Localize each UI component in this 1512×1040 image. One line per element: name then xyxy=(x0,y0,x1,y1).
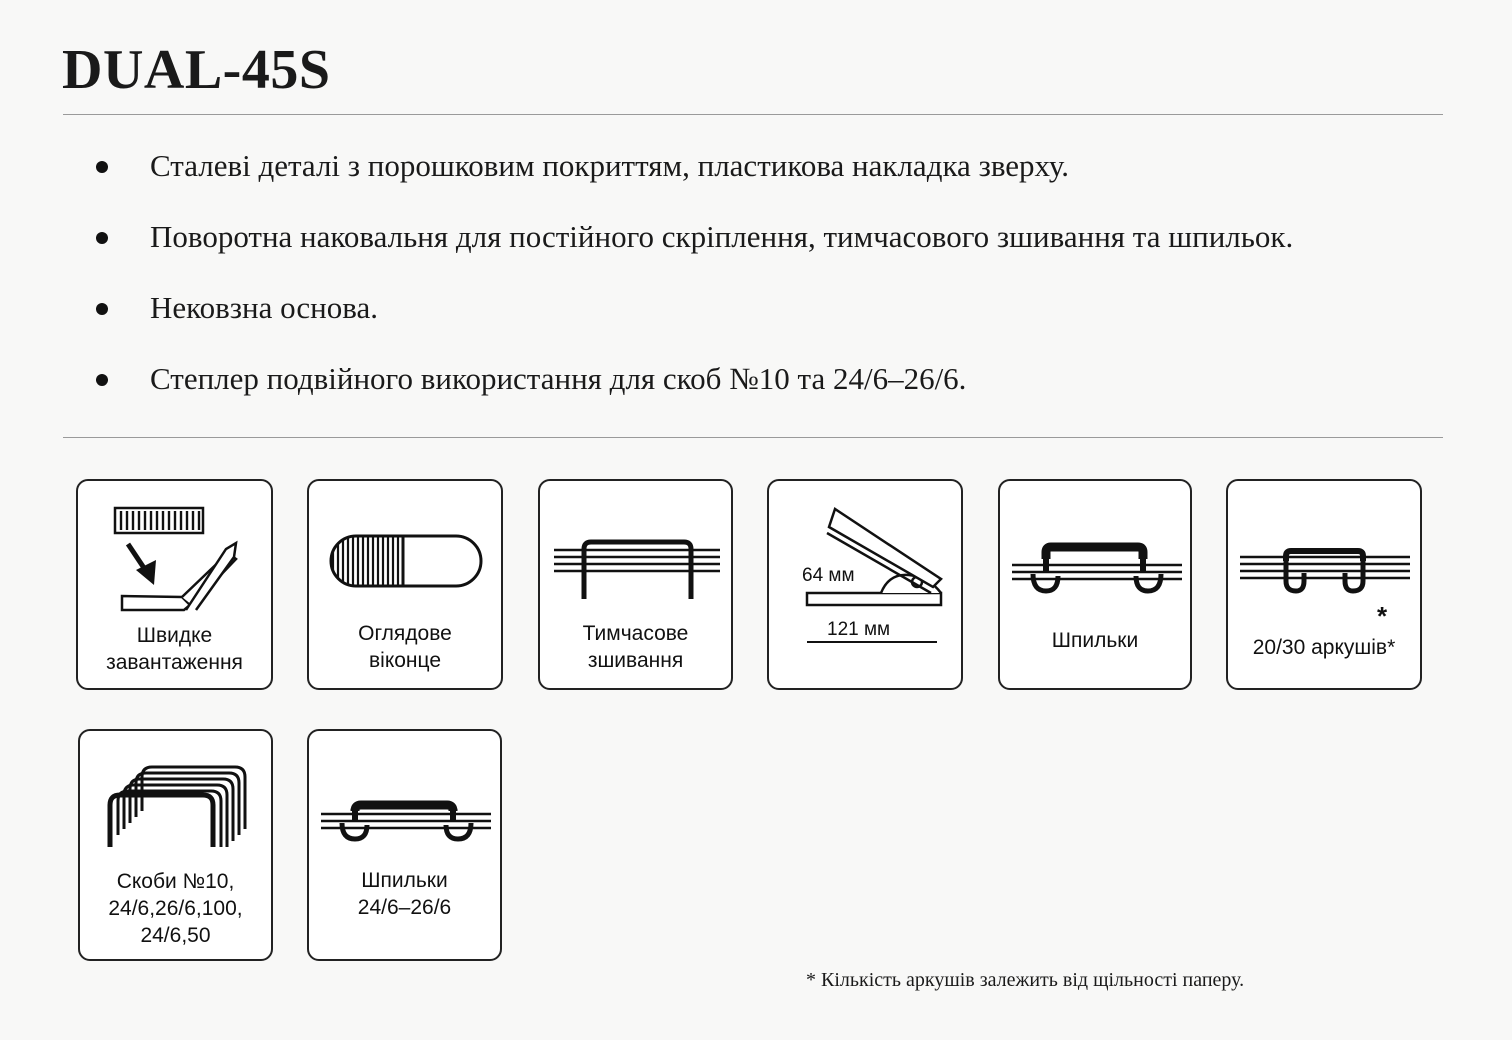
staples-icon xyxy=(80,731,275,866)
icon-label: Тимчасове зшивання xyxy=(582,622,689,672)
temporary-staple-icon xyxy=(540,481,735,621)
icon-label: Швидке завантаження xyxy=(106,624,243,674)
footnote: * Кількість аркушів залежить від щільності паперу. xyxy=(806,969,1245,991)
dimension-length: 121 мм xyxy=(827,619,891,640)
icon-card-temporary-stitching xyxy=(538,479,733,690)
feature-item: Нековзна основа. xyxy=(150,288,378,328)
feature-item: Сталеві деталі з порошковим покриттям, пластикова накладка зверху. xyxy=(150,146,1069,186)
feature-item: Степлер подвійного використання для скоб №10 та 24/6–26/6. xyxy=(150,359,966,399)
icon-card-view-window xyxy=(307,479,503,690)
icon-label: Шпильки 24/6–26/6 xyxy=(357,869,452,919)
icon-card-dimensions xyxy=(767,479,963,690)
icon-card-capacity xyxy=(1226,479,1422,690)
divider-top xyxy=(63,114,1443,115)
pin-staple-icon xyxy=(309,731,504,871)
asterisk-mark: * xyxy=(1377,601,1388,631)
icon-label: Шпильки xyxy=(1051,629,1139,652)
icon-card-pins-sizes xyxy=(307,729,502,961)
sheet-capacity-icon xyxy=(1228,481,1424,621)
divider-middle xyxy=(63,437,1443,438)
pin-staple-icon xyxy=(1000,481,1194,621)
feature-item: Поворотна наковальня для постійного скріплення, тимчасового зшивання та шпильок. xyxy=(150,217,1293,257)
icon-label: Оглядове віконце xyxy=(358,622,452,672)
icon-card-quick-load xyxy=(76,479,273,690)
icon-label: Скоби №10, 24/6,26/6,100, 24/6,50 xyxy=(108,870,243,947)
stapler-loading-icon xyxy=(78,481,275,621)
page-title: DUAL-45S xyxy=(62,39,331,101)
icon-label: 20/30 аркушів* xyxy=(1252,636,1396,659)
icon-card-pins xyxy=(998,479,1192,690)
icon-card-staples xyxy=(78,729,273,961)
dimension-height: 64 мм xyxy=(802,565,855,586)
view-window-icon xyxy=(309,481,505,621)
